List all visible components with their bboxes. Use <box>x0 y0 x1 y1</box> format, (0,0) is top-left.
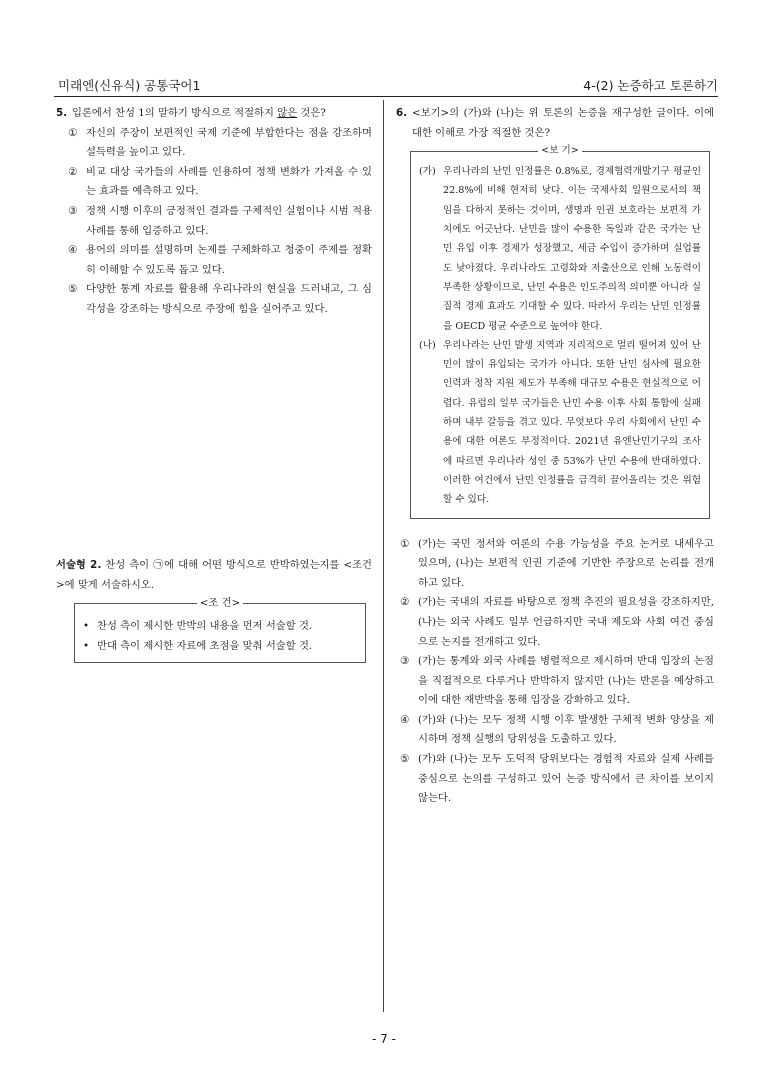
condition-item: • 반대 측이 제시한 자료에 초점을 맞춰 서술할 것. <box>83 636 357 656</box>
question-6-option-1[interactable] <box>400 535 714 594</box>
passage-text: 우리나라의 난민 인정률은 0.8%로, 경제협력개발기구 평균인 22.8%에 비해 현저히 낮다. 이는 국제사회 일원으로서의 책임을 다하지 못하는 것이며, 생명과 인권 보호라는 보편적 가치에도 어긋난다. 난민을 많이 수용한 독일과 같은 국가는 난민 유입 이후 경제가 성장했고, 세금 수입이 증가하며 실업률도 낮아졌다. 우리나라도 고령화와 저출산으로 인해 노동력이 부족한 상황이므로, 난민 수용은 인도주의적 의미뿐 아니라 실질적 경제 효과도 기대할 수 있다. 따라서 우리는 난민 인정률을 OECD 평균 수준으로 높여야 한다. <box>443 166 701 332</box>
question-5-stem <box>56 104 372 124</box>
textbook-title: 미래엔(신유식) 공통국어1 <box>58 78 201 93</box>
condition-box <box>74 597 366 663</box>
question-5-stem-underline: 않은 <box>277 107 298 119</box>
question-5-option-1[interactable] <box>68 124 372 163</box>
question-6-stem <box>396 104 714 143</box>
question-5-option-2[interactable] <box>68 163 372 202</box>
option-number: ⑤ <box>400 753 410 766</box>
passage-tag: (나) <box>419 339 436 351</box>
option-number: ① <box>68 126 78 139</box>
question-6-options <box>396 535 714 809</box>
question-5-option-4[interactable] <box>68 241 372 280</box>
passage-text: 우리나라는 난민 발생 지역과 지리적으로 멀리 떨어져 있어 난민이 많이 유입되는 국가가 아니다. 또한 난민 심사에 필요한 인력과 정착 지원 제도가 부족해 대규모 수용은 현실적으로 어렵다. 유럽의 일부 국가들은 난민 수용 이후 사회 통합에 실패하며 내부 갈등을 겪고 있다. 무엇보다 우리 사회에서 난민 수용에 대한 여론도 부정적이다. 2021년 유엔난민기구의 조사에 따르면 우리나라 성인 중 53%가 난민 수용에 반대하였다. 이러한 여건에서 난민 인정률을 급격히 끌어올리는 것은 위험할 수 있다. <box>443 339 701 506</box>
question-5-options <box>56 124 372 320</box>
essay-2-stem-text: 찬성 측이 ㉠에 대해 어떤 방식으로 반박하였는지를 <조건>에 맞게 서술하시오. <box>56 559 372 591</box>
condition-list <box>83 616 357 656</box>
condition-box-title: <조 건> <box>197 597 243 609</box>
option-text: 다양한 통계 자료를 활용해 우리나라의 현실을 드러내고, 그 심각성을 강조하는 방식으로 주장에 힘을 실어주고 있다. <box>86 283 372 315</box>
question-5 <box>56 104 372 320</box>
option-text: (가)는 국민 정서와 여론의 수용 가능성을 주요 논거로 내세우고 있으며, (나)는 보편적 인권 기준에 기반한 주장으로 논리를 전개하고 있다. <box>418 537 714 589</box>
option-number: ① <box>400 537 410 550</box>
question-6 <box>396 104 714 809</box>
essay-2-stem <box>56 556 372 595</box>
header-rule <box>54 96 718 97</box>
question-6-option-4[interactable] <box>400 711 714 750</box>
option-text: (가)와 (나)는 모두 정책 시행 이후 발생한 구체적 변화 양상을 제시하며 정책 실행의 당위성을 도출하고 있다. <box>418 713 714 746</box>
question-6-option-2[interactable] <box>400 593 714 652</box>
page-number: - 7 - <box>372 1032 396 1046</box>
option-text: 용어의 의미를 설명하며 논제를 구체화하고 청중이 주제를 정확히 이해할 수 있도록 돕고 있다. <box>86 244 372 276</box>
essay-2-label: 서술형 2. <box>56 559 102 571</box>
option-text: (가)와 (나)는 모두 도덕적 당위보다는 경험적 자료와 실제 사례를 중심으로 논의를 구성하고 있어 논증 방식에서 큰 차이를 보이지 않는다. <box>418 753 714 805</box>
question-5-stem-before: 입론에서 찬성 1의 말하기 방식으로 적절하지 <box>72 107 278 119</box>
condition-item: • 찬성 측이 제시한 반박의 내용을 먼저 서술할 것. <box>83 616 357 636</box>
question-5-stem-after: 것은? <box>297 107 326 119</box>
option-number: ③ <box>400 655 410 668</box>
column-divider <box>383 100 384 1012</box>
essay-question-2 <box>56 556 372 663</box>
bogi-box-title: <보 기> <box>538 145 582 156</box>
question-6-number: 6. <box>396 107 408 119</box>
option-text: (가)는 국내의 자료를 바탕으로 정책 추진의 필요성을 강조하지만, (나)는 외국 사례도 일부 언급하지만 국내 제도와 사회 여건 중심으로 논지를 전개하고 있다. <box>418 596 714 648</box>
left-column <box>56 104 372 653</box>
unit-title: 4-(2) 논증하고 토론하기 <box>583 78 718 93</box>
question-5-option-5[interactable] <box>68 280 372 319</box>
question-6-option-5[interactable] <box>400 750 714 809</box>
page-header <box>54 74 718 96</box>
question-6-stem-text: <보기>의 (가)와 (나)는 위 토론의 논증을 재구성한 글이다. 이에 대한 이해로 가장 적절한 것은? <box>412 107 714 139</box>
option-text: 자신의 주장이 보편적인 국제 기준에 부합한다는 점을 강조하며 설득력을 높이고 있다. <box>86 126 372 159</box>
option-text: (가)는 통계와 외국 사례를 병렬적으로 제시하며 반대 입장의 논점을 직접적으로 다루거나 반박하지 않지만 (나)는 반론을 예상하고 이에 대한 재반박을 통해 입장을 강화하고 있다. <box>418 655 714 707</box>
passage-ga <box>419 162 701 336</box>
option-number: ④ <box>400 713 410 726</box>
option-number: ② <box>400 596 410 609</box>
option-number: ④ <box>68 244 78 257</box>
option-text: 정책 시행 이후의 긍정적인 결과를 구체적인 실험이나 시범 적용 사례를 통해 입증하고 있다. <box>86 204 372 237</box>
right-column <box>396 104 714 809</box>
option-number: ② <box>68 165 78 178</box>
question-5-number: 5. <box>56 107 68 119</box>
bogi-box <box>410 145 710 518</box>
option-text: 비교 대상 국가들의 사례를 인용하여 정책 변화가 가져올 수 있는 효과를 예측하고 있다. <box>86 165 372 198</box>
passage-tag: (가) <box>419 166 436 178</box>
option-number: ⑤ <box>68 283 78 296</box>
option-number: ③ <box>68 204 78 217</box>
question-6-option-3[interactable] <box>400 652 714 711</box>
question-5-option-3[interactable] <box>68 202 372 241</box>
passage-na <box>419 336 701 510</box>
